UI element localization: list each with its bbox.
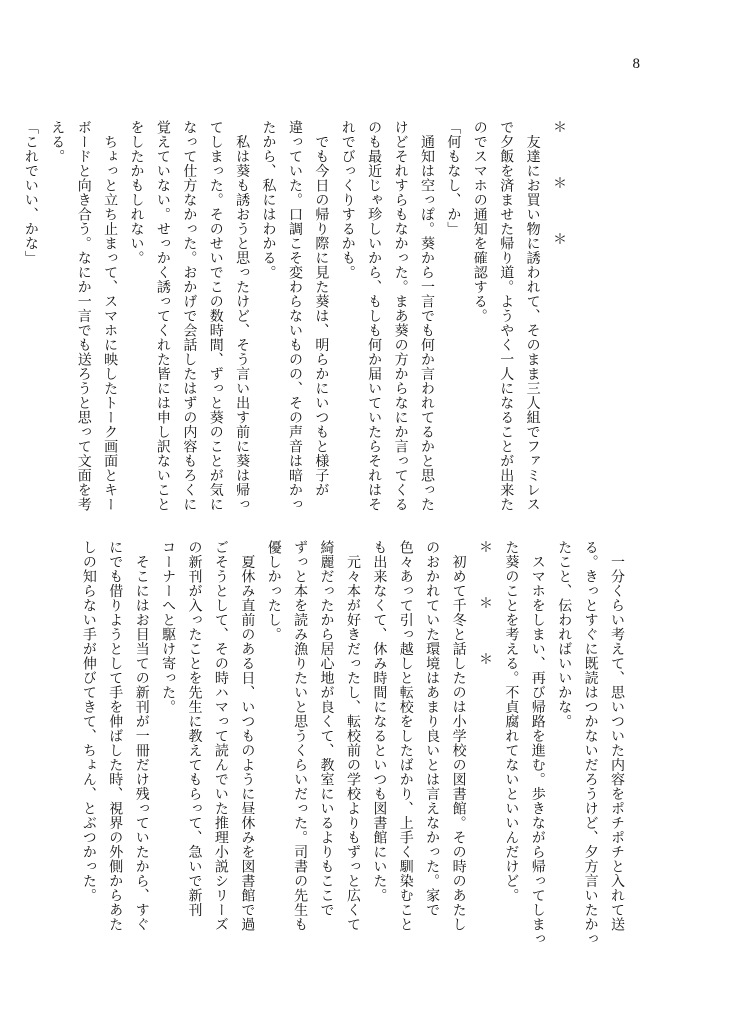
text-line: のおかれていた環境はあまり良いとは言えなかった。家で: [424, 540, 441, 917]
text-column-top: [17, 120, 572, 515]
text-line: にでも借りようとして手を伸ばした時、視界の外側からあた: [107, 540, 124, 932]
text-line: 優しかったし。: [265, 540, 282, 642]
text-line: しの知らない手が伸びてきて、ちょん、とぶつかった。: [80, 540, 97, 903]
text-line: 綺麗だったから居心地が良くて、教室にいるよりもここで: [318, 540, 335, 917]
text-line: なって仕方なかった。おかげで会話したはずの内容もろくに: [181, 120, 198, 512]
text-line: スマホをしまい、再び帰路を進む。歩きながら帰ってしまっ: [529, 540, 546, 946]
text-line: 友達にお買い物に誘われて、そのまま三人組でファミレス: [524, 120, 541, 512]
text-line: れでびっくりするかも。: [339, 120, 356, 280]
scene-break: ＊ ＊ ＊: [476, 540, 493, 666]
text-line: 一分くらい考えて、思いついた内容をポチポチと入れて送: [609, 540, 625, 932]
text-line: でも今日の帰り際に見た葵は、明らかにいつもと様子が: [313, 120, 330, 497]
text-line: 色々あって引っ越しと転校をしたばかり、上手く馴染むこと: [397, 540, 414, 932]
text-line: 覚えていない。せっかく誘ってくれた皆には申し訳ないこと: [154, 120, 171, 512]
text-line: たこと、伝わればいいかな。: [556, 540, 573, 729]
text-line: てしまった。そのせいでこの数時間、ずっと葵のことが気に: [207, 120, 224, 512]
text-line: ちょっと立ち止まって、スマホに映したトーク画面とキー: [102, 120, 119, 512]
text-line: も出来なくて、休み時間になるといつも図書館にいた。: [371, 540, 388, 903]
text-line: のも最近じゃ珍しいから、もしも何か届いていたらそれはそ: [366, 120, 383, 512]
text-line: 元々本が好きだったし、転校前の学校よりもずっと広くて: [344, 540, 361, 932]
text-line: 夏休み直前のある日、いつものように昼休みを図書館で過: [239, 540, 256, 932]
text-line: 通知は空っぽ。葵から一言でも何か言われてるかと思った: [418, 120, 435, 512]
text-line: 「何もなし、か」: [445, 120, 462, 236]
text-line: 「これでいい、かな」: [22, 120, 39, 265]
text-line: の新刊が入ったことを先生に教えてもらって、急いで新刊: [186, 540, 203, 917]
text-line: る。きっとすぐに既読はつかないだろうけど、夕方言いたかっ: [582, 540, 599, 946]
text-line: える。: [49, 120, 66, 164]
text-line: をしたかもしれない。: [128, 120, 145, 265]
text-line: 違っていた。口調こそ変わらないものの、その声音は暗かっ: [286, 120, 303, 512]
text-line: けどそれすらもなかった。まあ葵の方からなにか言ってくる: [392, 120, 409, 512]
text-line: で夕飯を済ませた帰り道。ようやく一人になることが出来た: [498, 120, 515, 512]
text-line: コーナーへと駆け寄った。: [160, 540, 177, 714]
text-line: ごそうとして、その時ハマって読んでいた推理小説シリーズ: [212, 540, 229, 932]
scene-break: ＊ ＊ ＊: [551, 120, 567, 246]
text-line: たから、私にはわかる。: [260, 120, 277, 280]
text-line: ずっと本を読み漁りたいと思うくらいだった。司書の先生も: [292, 540, 309, 932]
page-number: 8: [632, 56, 640, 72]
text-line: 私は葵も誘おうと思ったけど、そう言い出す前に葵は帰っ: [234, 120, 251, 512]
text-line: そこにはお目当ての新刊が一冊だけ残っていたから、すぐ: [133, 540, 150, 932]
text-line: た葵のことを考える。不貞腐れてないといいんだけど。: [503, 540, 520, 903]
text-line: ボードと向き合う。なにか一言でも送ろうと思って文面を考: [75, 120, 92, 512]
text-line: のでスマホの通知を確認する。: [471, 120, 488, 323]
text-column-bottom: [75, 540, 630, 946]
text-line: 初めて千冬と話したのは小学校の図書館。その時のあたし: [450, 540, 467, 932]
